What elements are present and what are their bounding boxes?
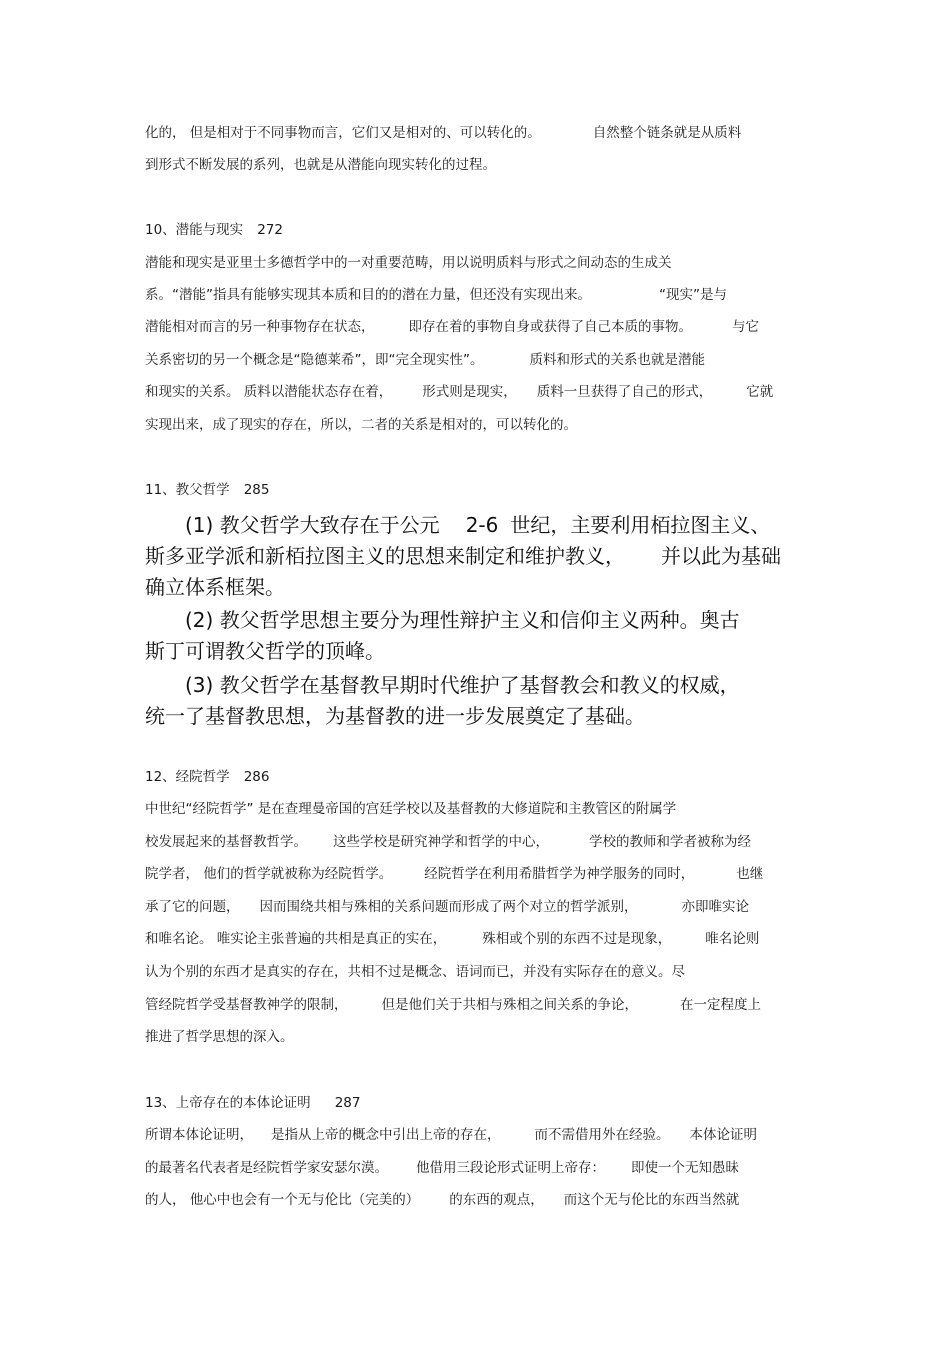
heading-text: 10、潜能与现实 bbox=[145, 222, 244, 238]
text-run: 并以此为基础 bbox=[661, 544, 781, 568]
text-run: 潜能相对而言的另一种事物存在状态， bbox=[145, 319, 375, 335]
paragraph-line bbox=[145, 124, 741, 142]
page-ref: 286 bbox=[243, 769, 270, 785]
paragraph-line bbox=[145, 383, 773, 401]
text-run: 即存在着的事物自身或获得了自己本质的事物。 bbox=[408, 319, 692, 335]
text-run: 亦即唯实论 bbox=[681, 899, 749, 915]
paragraph-line bbox=[145, 286, 727, 304]
text-run: 而不需借用外在经验。 bbox=[534, 1127, 670, 1143]
text-run: 和现实的关系。 质料以潜能状态存在着， bbox=[145, 384, 393, 400]
text-run: 学校的教师和学者被称为经 bbox=[589, 834, 751, 850]
paragraph-line bbox=[185, 512, 770, 538]
paragraph-line bbox=[145, 351, 705, 369]
paragraph-line: 到形式不断发展的系列，也就是从潜能向现实转化的过程。 bbox=[145, 157, 496, 173]
text-run: 斯多亚学派和新栢拉图主义的思想来制定和维护教义， bbox=[145, 544, 625, 568]
paragraph-line bbox=[145, 1159, 739, 1177]
section-heading bbox=[145, 481, 269, 499]
text-run: 形式则是现实， bbox=[422, 384, 517, 400]
paragraph-line: 认为个别的东西才是真实的存在，共相不过是概念、语词而已，并没有实际存在的意义。尽 bbox=[145, 964, 685, 980]
text-run: 所谓本体论证明， bbox=[145, 1127, 253, 1143]
text-run: 系。“潜能”指具有能够实现其本质和目的的潜在力量，但还没有实现出来。 bbox=[145, 287, 591, 303]
text-run: 质料一旦获得了自己的形式， bbox=[536, 384, 713, 400]
paragraph-line bbox=[145, 833, 751, 851]
paragraph-line bbox=[145, 543, 781, 569]
text-run: 而这个无与伦比的东西当然就 bbox=[563, 1192, 740, 1208]
text-run: 校发展起来的基督教哲学。 bbox=[145, 834, 307, 850]
text-run: (1) 教父哲学大致存在于公元 bbox=[185, 513, 440, 537]
paragraph-line bbox=[145, 318, 759, 336]
heading-text: 12、经院哲学 bbox=[145, 769, 230, 785]
text-run: 是指从上帝的概念中引出上帝的存在， bbox=[271, 1127, 501, 1143]
page-ref: 287 bbox=[334, 1095, 361, 1111]
text-run: 院学者， 他们的哲学就被称为经院哲学。 bbox=[145, 866, 393, 882]
text-run: 质料和形式的关系也就是潜能 bbox=[529, 352, 705, 368]
text-run: 本体论证明 bbox=[689, 1127, 757, 1143]
paragraph-line bbox=[145, 996, 761, 1014]
paragraph-line bbox=[145, 1191, 739, 1209]
paragraph-line: (2) 教父哲学思想主要分为理性辩护主义和信仰主义两种。奥古 bbox=[185, 608, 740, 632]
text-run: 化的， 但是相对于不同事物而言，它们又是相对的、可以转化的。 bbox=[145, 125, 541, 141]
paragraph-line bbox=[145, 1126, 757, 1144]
paragraph-line bbox=[145, 898, 749, 916]
text-run: “现实”是与 bbox=[659, 287, 727, 303]
text-run: 的人， 他心中也会有一个无与伦比（完美的） bbox=[145, 1192, 420, 1208]
text-run: 在一定程度上 bbox=[680, 997, 761, 1013]
text-run: 这些学校是研究神学和哲学的中心， bbox=[333, 834, 549, 850]
text-run: 但是他们关于共相与殊相之间关系的争论， bbox=[381, 997, 638, 1013]
text-run: 即使一个无知愚昧 bbox=[631, 1160, 739, 1176]
text-run: 它就 bbox=[746, 384, 774, 400]
page-ref: 272 bbox=[257, 222, 283, 238]
paragraph-line: 统一了基督教思想，为基督教的进一步发展奠定了基础。 bbox=[145, 704, 645, 728]
paragraph-line: 潜能和现实是亚里士多德哲学中的一对重要范畴，用以说明质料与形式之间动态的生成关 bbox=[145, 255, 672, 271]
paragraph-line: 实现出来，成了现实的存在，所以，二者的关系是相对的，可以转化的。 bbox=[145, 417, 577, 433]
text-run: 自然整个链条就是从质料 bbox=[592, 125, 742, 141]
text-run: 管经院哲学受基督教神学的限制， bbox=[145, 997, 348, 1013]
section-heading bbox=[145, 768, 269, 786]
text-run: 的东西的观点， bbox=[449, 1192, 544, 1208]
paragraph-line bbox=[145, 930, 759, 948]
paragraph-line: 推进了哲学思想的深入。 bbox=[145, 1029, 294, 1045]
heading-text: 13、上帝存在的本体论证明 bbox=[145, 1095, 311, 1111]
text-run: 也继 bbox=[736, 866, 764, 882]
text-run: 的最著名代表者是经院哲学家安瑟尔漠。 bbox=[145, 1160, 388, 1176]
paragraph-line: 斯丁可谓教父哲学的顶峰。 bbox=[145, 639, 385, 663]
paragraph-line: (3) 教父哲学在基督教早期时代维护了基督教会和教义的权威， bbox=[185, 673, 740, 697]
section-heading bbox=[145, 221, 283, 239]
text-run: 承了它的问题， bbox=[145, 899, 240, 915]
text-run: 唯名论则 bbox=[705, 931, 760, 947]
page-ref: 285 bbox=[243, 482, 270, 498]
text-run: 殊相或个别的东西不过是现象， bbox=[482, 931, 672, 947]
text-run: 关系密切的另一个概念是“隐德莱希”，即“完全现实性”。 bbox=[145, 352, 484, 368]
text-run: 世纪，主要利用栢拉图主义、 bbox=[510, 513, 771, 537]
paragraph-line bbox=[145, 865, 763, 883]
text-run: 他借用三段论形式证明上帝存： bbox=[416, 1160, 605, 1176]
paragraph-line: 确立体系框架。 bbox=[145, 575, 285, 599]
text-run: 和唯名论。 唯实论主张普遍的共相是真正的实在， bbox=[145, 931, 447, 947]
heading-text: 11、教父哲学 bbox=[145, 482, 230, 498]
text-run: 因而围绕共相与殊相的关系问题而形成了两个对立的哲学派别， bbox=[259, 899, 638, 915]
text-run: 经院哲学在利用希腊哲学为神学服务的同时， bbox=[424, 866, 695, 882]
text-run: 与它 bbox=[732, 319, 759, 335]
section-heading bbox=[145, 1094, 360, 1112]
paragraph-line: 中世纪“经院哲学” 是在查理曼帝国的宫廷学校以及基督教的大修道院和主教管区的附属学 bbox=[145, 801, 677, 817]
text-run: 2-6 bbox=[465, 513, 499, 537]
